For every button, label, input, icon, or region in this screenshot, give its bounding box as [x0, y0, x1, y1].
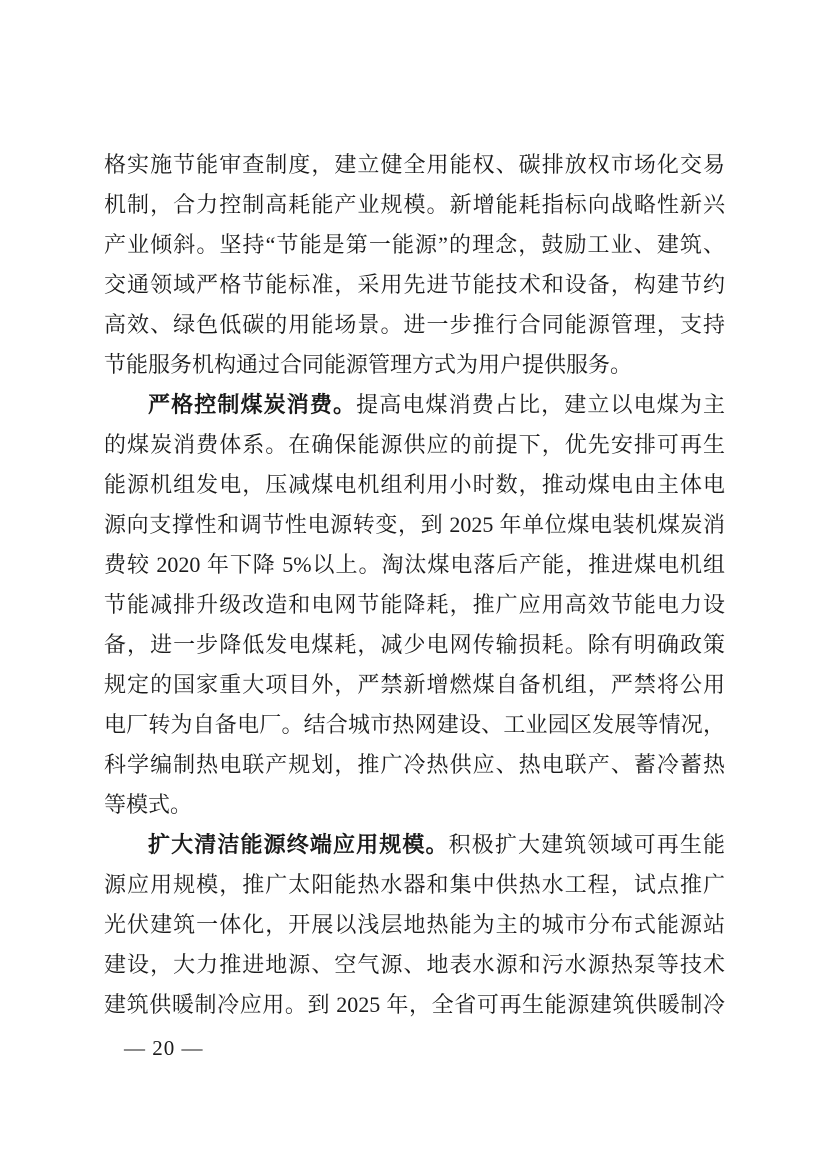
paragraph	[104, 145, 725, 385]
text-line: 格实施节能审查制度，建立健全用能权、碳排放权市场化交易	[104, 152, 725, 177]
paragraph-lead-bold: 扩大清洁能源终端应用规模。	[148, 832, 449, 857]
text-line: 科学编制热电联产规划，推广冷热供应、热电联产、蓄冷蓄热	[104, 752, 725, 777]
text-line: 费较 2020 年下降 5%以上。淘汰煤电落后产能，推进煤电机组	[104, 552, 725, 577]
document-body	[104, 145, 725, 1025]
text-line: 光伏建筑一体化，开展以浅层地热能为主的城市分布式能源站	[104, 912, 725, 937]
text-line: 建设，大力推进地源、空气源、地表水源和污水源热泵等技术	[104, 952, 725, 977]
text-line: 备，进一步降低发电煤耗，减少电网传输损耗。除有明确政策	[104, 632, 725, 657]
text-line: 严格控制煤炭消费。提高电煤消费占比，建立以电煤为主	[148, 392, 725, 417]
text-line: 建筑供暖制冷应用。到 2025 年，全省可再生能源建筑供暖制冷	[104, 992, 725, 1017]
text-line: 机制，合力控制高耗能产业规模。新增能耗指标向战略性新兴	[104, 192, 725, 217]
page-number: — 20 —	[124, 1036, 204, 1060]
text-line: 产业倾斜。坚持“节能是第一能源”的理念，鼓励工业、建筑、	[104, 232, 725, 257]
text-line: 的煤炭消费体系。在确保能源供应的前提下，优先安排可再生	[104, 432, 725, 457]
text-line: 节能减排升级改造和电网节能降耗，推广应用高效节能电力设	[104, 592, 725, 617]
page-footer	[124, 1033, 204, 1063]
paragraph	[104, 385, 725, 825]
text-line: 电厂转为自备电厂。结合城市热网建设、工业园区发展等情况，	[104, 712, 725, 737]
text-line: 扩大清洁能源终端应用规模。积极扩大建筑领域可再生能	[148, 832, 725, 857]
text-line: 节能服务机构通过合同能源管理方式为用户提供服务。	[104, 352, 633, 377]
text-line: 源应用规模，推广太阳能热水器和集中供热水工程，试点推广	[104, 872, 725, 897]
text-line: 能源机组发电，压减煤电机组利用小时数，推动煤电由主体电	[104, 472, 725, 497]
paragraph-lead-bold: 严格控制煤炭消费。	[148, 392, 357, 417]
paragraph	[104, 825, 725, 1025]
text-line: 规定的国家重大项目外，严禁新增燃煤自备机组，严禁将公用	[104, 672, 725, 697]
text-line: 等模式。	[104, 792, 193, 817]
text-line: 交通领域严格节能标准，采用先进节能技术和设备，构建节约	[104, 272, 725, 297]
text-line: 源向支撑性和调节性电源转变，到 2025 年单位煤电装机煤炭消	[104, 512, 725, 537]
text-line: 高效、绿色低碳的用能场景。进一步推行合同能源管理，支持	[104, 312, 725, 337]
